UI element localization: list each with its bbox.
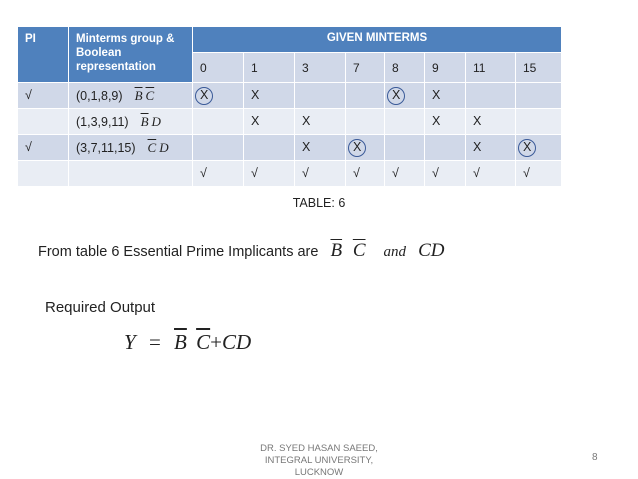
- minterm-header-8: 8: [385, 53, 425, 83]
- expr-var: D: [151, 114, 161, 129]
- mark-cell: √: [385, 161, 425, 187]
- mark-cell: [385, 135, 425, 161]
- b-bar: $\overline{B}$: [330, 240, 343, 261]
- mark-cell: X: [466, 135, 516, 161]
- row-group-label: (1,3,9,11): [76, 115, 129, 129]
- mark-cell: [193, 109, 244, 135]
- row-group: [69, 161, 193, 187]
- essential-text: From table 6 Essential Prime Implicants are: [38, 244, 319, 260]
- b-bar-output: $\overline{B}$: [174, 330, 187, 354]
- expr-var: $\overline{B}$: [134, 88, 143, 103]
- mark-cell: [516, 109, 562, 135]
- minterm-header-1: 1: [244, 53, 295, 83]
- minterm-header-7: 7: [346, 53, 385, 83]
- output-equation: [124, 330, 251, 355]
- mark-cell: X: [425, 109, 466, 135]
- mark-cell: X: [193, 83, 244, 109]
- mark-cell: [346, 109, 385, 135]
- cd-term: CD: [221, 330, 252, 354]
- equals-sign: =: [148, 330, 161, 354]
- row-pi-check: [18, 109, 69, 135]
- mark-cell: √: [295, 161, 346, 187]
- footer-author: DR. SYED HASAN SAEED, INTEGRAL UNIVERSITY, LUCKNOW: [260, 443, 378, 478]
- row-group: [69, 135, 193, 161]
- mark-cell: [346, 83, 385, 109]
- mark-cell: [193, 135, 244, 161]
- term-b-bar: [330, 240, 365, 261]
- mark-cell: √: [425, 161, 466, 187]
- expr-var: $\overline{B}$: [140, 114, 149, 129]
- header-given-minterms: GIVEN MINTERMS: [193, 27, 562, 53]
- plus-sign: +: [210, 330, 222, 354]
- row-group-label: (0,1,8,9): [76, 89, 123, 103]
- circle-mark: [195, 87, 213, 105]
- row-pi-check: √: [18, 83, 69, 109]
- minterm-table: [18, 27, 562, 187]
- minterm-header-11: 11: [466, 53, 516, 83]
- mark-cell: X: [346, 135, 385, 161]
- circle-mark: [518, 139, 536, 157]
- mark-cell: [244, 135, 295, 161]
- mark-cell: X: [466, 109, 516, 135]
- mark-cell: X: [244, 109, 295, 135]
- mark-cell: X: [385, 83, 425, 109]
- minterm-header-3: 3: [295, 53, 346, 83]
- y-var: Y: [124, 330, 136, 354]
- table-caption: TABLE: 6: [292, 196, 346, 210]
- mark-cell: [466, 83, 516, 109]
- mark-cell: √: [244, 161, 295, 187]
- minterm-header-15: 15: [516, 53, 562, 83]
- mark-cell: [295, 83, 346, 109]
- mark-cell: X: [516, 135, 562, 161]
- mark-cell: √: [346, 161, 385, 187]
- and-word: and: [383, 244, 407, 260]
- mark-cell: √: [193, 161, 244, 187]
- circle-mark: [387, 87, 405, 105]
- row-group: [69, 83, 193, 109]
- required-output-label: Required Output: [45, 299, 156, 316]
- expr-var: $\overline{C}$: [147, 140, 157, 155]
- header-pi: PI: [18, 27, 69, 83]
- minterm-header-0: 0: [193, 53, 244, 83]
- term-cd: CD: [418, 240, 445, 261]
- expr-var: $\overline{C}$: [145, 88, 155, 103]
- mark-cell: [425, 135, 466, 161]
- c-bar-output: $\overline{C}$: [196, 330, 211, 354]
- page-number: 8: [592, 452, 598, 463]
- mark-cell: [385, 109, 425, 135]
- mark-cell: X: [425, 83, 466, 109]
- c-bar: $\overline{C}$: [352, 240, 366, 261]
- mark-cell: X: [244, 83, 295, 109]
- mark-cell: √: [516, 161, 562, 187]
- essential-prime-implicants: [38, 240, 444, 262]
- mark-cell: √: [466, 161, 516, 187]
- minterm-header-9: 9: [425, 53, 466, 83]
- row-pi-check: [18, 161, 69, 187]
- row-pi-check: √: [18, 135, 69, 161]
- mark-cell: X: [295, 135, 346, 161]
- mark-cell: [516, 83, 562, 109]
- expr-var: D: [159, 140, 169, 155]
- row-group-label: (3,7,11,15): [76, 141, 136, 155]
- mark-cell: X: [295, 109, 346, 135]
- header-group: Minterms group & Boolean representation: [69, 27, 193, 83]
- circle-mark: [348, 139, 366, 157]
- row-group: [69, 109, 193, 135]
